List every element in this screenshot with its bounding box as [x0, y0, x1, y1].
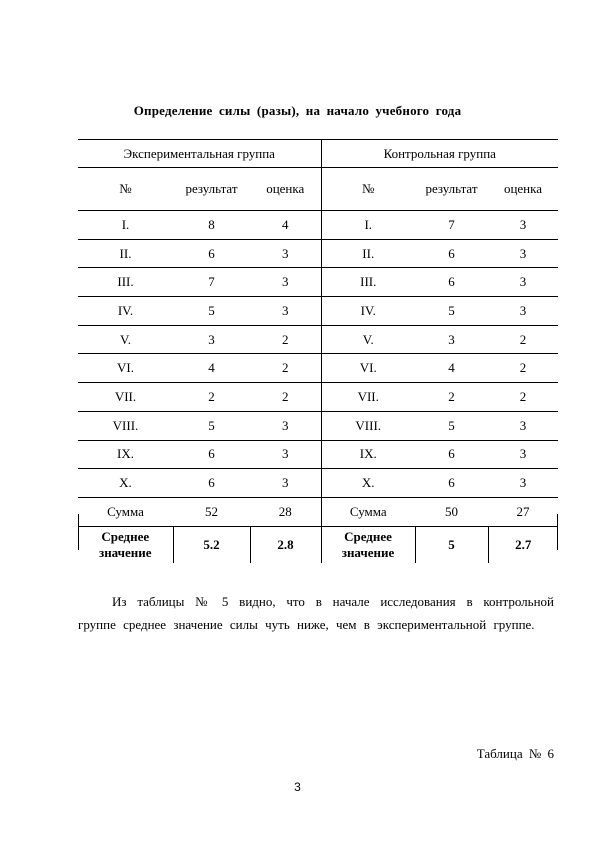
result-cell: 3 — [173, 325, 250, 354]
result-cell: 6 — [415, 469, 488, 498]
grade-cell: 2 — [250, 325, 321, 354]
row-number: VI. — [321, 354, 415, 383]
result-cell: 4 — [173, 354, 250, 383]
table-row — [78, 211, 558, 240]
table-row — [78, 440, 558, 469]
column-header-number: № — [321, 168, 415, 211]
row-number: VIII. — [78, 411, 173, 440]
grade-cell: 2 — [250, 354, 321, 383]
grade-cell: 2 — [488, 325, 558, 354]
average-label — [78, 526, 173, 563]
grade-cell: 4 — [250, 211, 321, 240]
result-cell: 6 — [173, 440, 250, 469]
average-cell: 5.2 — [173, 526, 250, 563]
grade-cell: 3 — [488, 297, 558, 326]
grade-cell: 3 — [250, 239, 321, 268]
table-left-rule — [78, 514, 79, 550]
average-label — [321, 526, 415, 563]
result-cell: 5 — [415, 297, 488, 326]
table-right-rule — [557, 514, 558, 550]
row-number: X. — [321, 469, 415, 498]
grade-cell: 3 — [250, 469, 321, 498]
column-header-grade: оценка — [488, 168, 558, 211]
row-number: VII. — [78, 383, 173, 412]
row-number: II. — [321, 239, 415, 268]
grade-cell: 3 — [488, 411, 558, 440]
next-table-caption: Таблица № 6 — [476, 746, 554, 761]
result-cell: 5 — [415, 411, 488, 440]
table-row — [78, 383, 558, 412]
result-cell: 6 — [415, 239, 488, 268]
average-label-line2: значение — [341, 544, 395, 560]
grade-cell: 3 — [250, 440, 321, 469]
grade-cell: 3 — [488, 211, 558, 240]
row-number: VI. — [78, 354, 173, 383]
average-cell: 2.8 — [250, 526, 321, 563]
row-number: I. — [78, 211, 173, 240]
row-number: V. — [78, 325, 173, 354]
row-number: VII. — [321, 383, 415, 412]
result-cell: 7 — [415, 211, 488, 240]
grade-cell: 2 — [250, 383, 321, 412]
sum-label: Сумма — [321, 497, 415, 526]
average-row — [78, 526, 558, 563]
result-cell: 3 — [415, 325, 488, 354]
result-cell: 6 — [173, 239, 250, 268]
row-number: I. — [321, 211, 415, 240]
average-cell: 2.7 — [488, 526, 558, 563]
average-cell: 5 — [415, 526, 488, 563]
grade-cell: 3 — [488, 440, 558, 469]
table-row — [78, 354, 558, 383]
page-number: 3 — [294, 780, 301, 794]
result-cell: 7 — [173, 268, 250, 297]
row-number: IV. — [321, 297, 415, 326]
grade-cell: 3 — [250, 297, 321, 326]
table-row — [78, 268, 558, 297]
table-row — [78, 325, 558, 354]
column-header-result: результат — [415, 168, 488, 211]
group-header-experimental: Экспериментальная группа — [78, 140, 321, 168]
result-cell: 6 — [173, 469, 250, 498]
row-number: IV. — [78, 297, 173, 326]
row-number: IX. — [78, 440, 173, 469]
grade-cell: 3 — [488, 268, 558, 297]
group-header-row — [78, 140, 558, 168]
average-label-line1: Среднее — [101, 528, 150, 544]
grade-cell: 2 — [488, 354, 558, 383]
grade-cell: 3 — [488, 239, 558, 268]
grade-cell: 2 — [488, 383, 558, 412]
result-cell: 8 — [173, 211, 250, 240]
sum-cell: 27 — [488, 497, 558, 526]
grade-cell: 3 — [250, 268, 321, 297]
result-cell: 2 — [173, 383, 250, 412]
table-row — [78, 239, 558, 268]
row-number: VIII. — [321, 411, 415, 440]
table-row — [78, 411, 558, 440]
sum-label: Сумма — [78, 497, 173, 526]
row-number: III. — [321, 268, 415, 297]
row-number: IX. — [321, 440, 415, 469]
result-cell: 5 — [173, 411, 250, 440]
column-header-row — [78, 168, 558, 211]
result-cell: 2 — [415, 383, 488, 412]
grade-cell: 3 — [488, 469, 558, 498]
result-cell: 6 — [415, 440, 488, 469]
row-number: II. — [78, 239, 173, 268]
table-row — [78, 297, 558, 326]
sum-cell: 28 — [250, 497, 321, 526]
column-header-result: результат — [173, 168, 250, 211]
average-label-line2: значение — [98, 544, 152, 560]
row-number: X. — [78, 469, 173, 498]
body-paragraph: Из таблицы № 5 видно, что в начале исследования в контрольной группе среднее значение силы чуть ниже, чем в экспериментальной группе. — [78, 594, 554, 632]
average-label-line1: Среднее — [344, 528, 392, 544]
row-number: III. — [78, 268, 173, 297]
group-header-control: Контрольная группа — [321, 140, 558, 168]
column-header-grade: оценка — [250, 168, 321, 211]
result-cell: 5 — [173, 297, 250, 326]
grade-cell: 3 — [250, 411, 321, 440]
sum-cell: 50 — [415, 497, 488, 526]
row-number: V. — [321, 325, 415, 354]
column-header-number: № — [78, 168, 173, 211]
table-title: Определение силы (разы), на начало учебного года — [133, 103, 462, 118]
table-row — [78, 469, 558, 498]
results-table — [78, 139, 558, 563]
result-cell: 6 — [415, 268, 488, 297]
result-cell: 4 — [415, 354, 488, 383]
sum-row — [78, 497, 558, 526]
sum-cell: 52 — [173, 497, 250, 526]
